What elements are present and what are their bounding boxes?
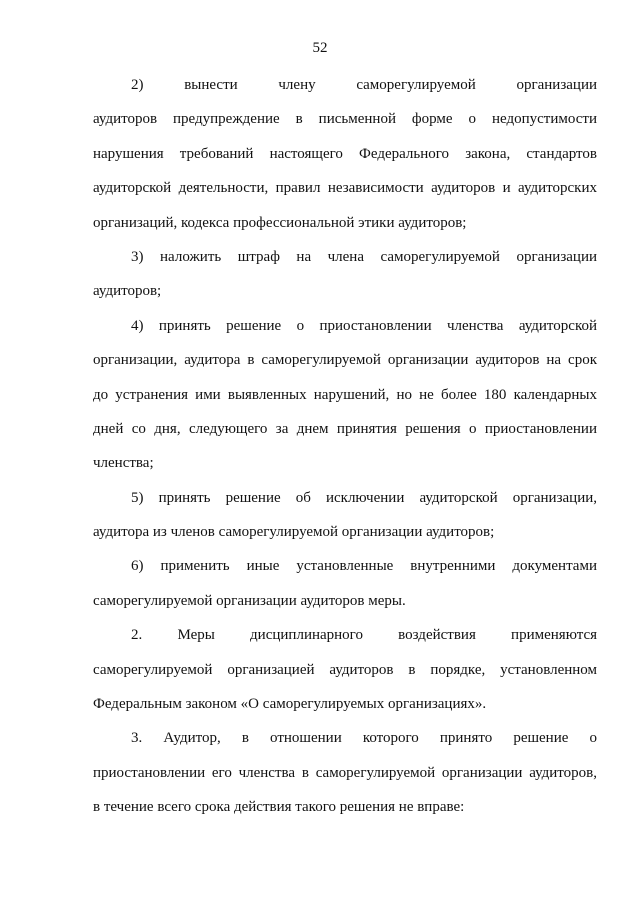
text-line: 3. Аудитор, в отношении которого принято решение о [131, 730, 597, 747]
text-line: саморегулируемой организацией аудиторов в порядке, установленном [93, 661, 597, 678]
text-line: до устранения ими выявленных нарушений, но не более 180 календарных [93, 386, 597, 403]
text-line: 3) наложить штраф на члена саморегулируемой организации [131, 248, 597, 265]
page-number: 52 [312, 40, 328, 56]
text-line: 2) вынести члену саморегулируемой организации [131, 77, 597, 93]
text-line: организаций, кодекса профессиональной этики аудиторов; [93, 214, 467, 231]
text-line: аудиторов предупреждение в письменной форме о недопустимости [93, 111, 597, 128]
text-line: 2. Меры дисциплинарного воздействия применяются [131, 627, 597, 644]
text-line: дней со дня, следующего за днем принятия решения о приостановлении [93, 420, 597, 437]
text-line: организации, аудитора в саморегулируемой организации аудиторов на срок [93, 352, 597, 369]
paragraph [93, 549, 597, 618]
text-line: аудитора из членов саморегулируемой организации аудиторов; [93, 524, 495, 541]
text-line: саморегулируемой организации аудиторов меры. [93, 592, 406, 609]
text-line: 5) принять решение об исключении аудиторской организации, [131, 489, 597, 506]
text-line: приостановлении его членства в саморегулируемой организации аудиторов, [93, 764, 597, 781]
document-body [93, 68, 597, 825]
text-line: в течение всего срока действия такого решения не вправе: [93, 799, 465, 816]
paragraph [93, 309, 597, 481]
paragraph [93, 68, 597, 240]
paragraph [93, 481, 597, 550]
text-line: Федеральным законом «О саморегулируемых организациях». [93, 696, 487, 713]
text-line: аудиторов; [93, 283, 162, 300]
text-line: нарушения требований настоящего Федерального закона, стандартов [93, 145, 597, 162]
paragraph [93, 721, 597, 824]
paragraph [93, 618, 597, 721]
text-line: 6) применить иные установленные внутренними документами [131, 558, 597, 575]
paragraph [93, 240, 597, 309]
text-line: членства; [93, 455, 154, 472]
text-line: аудиторской деятельности, правил независимости аудиторов и аудиторских [93, 180, 597, 197]
text-line: 4) принять решение о приостановлении членства аудиторской [131, 317, 597, 334]
